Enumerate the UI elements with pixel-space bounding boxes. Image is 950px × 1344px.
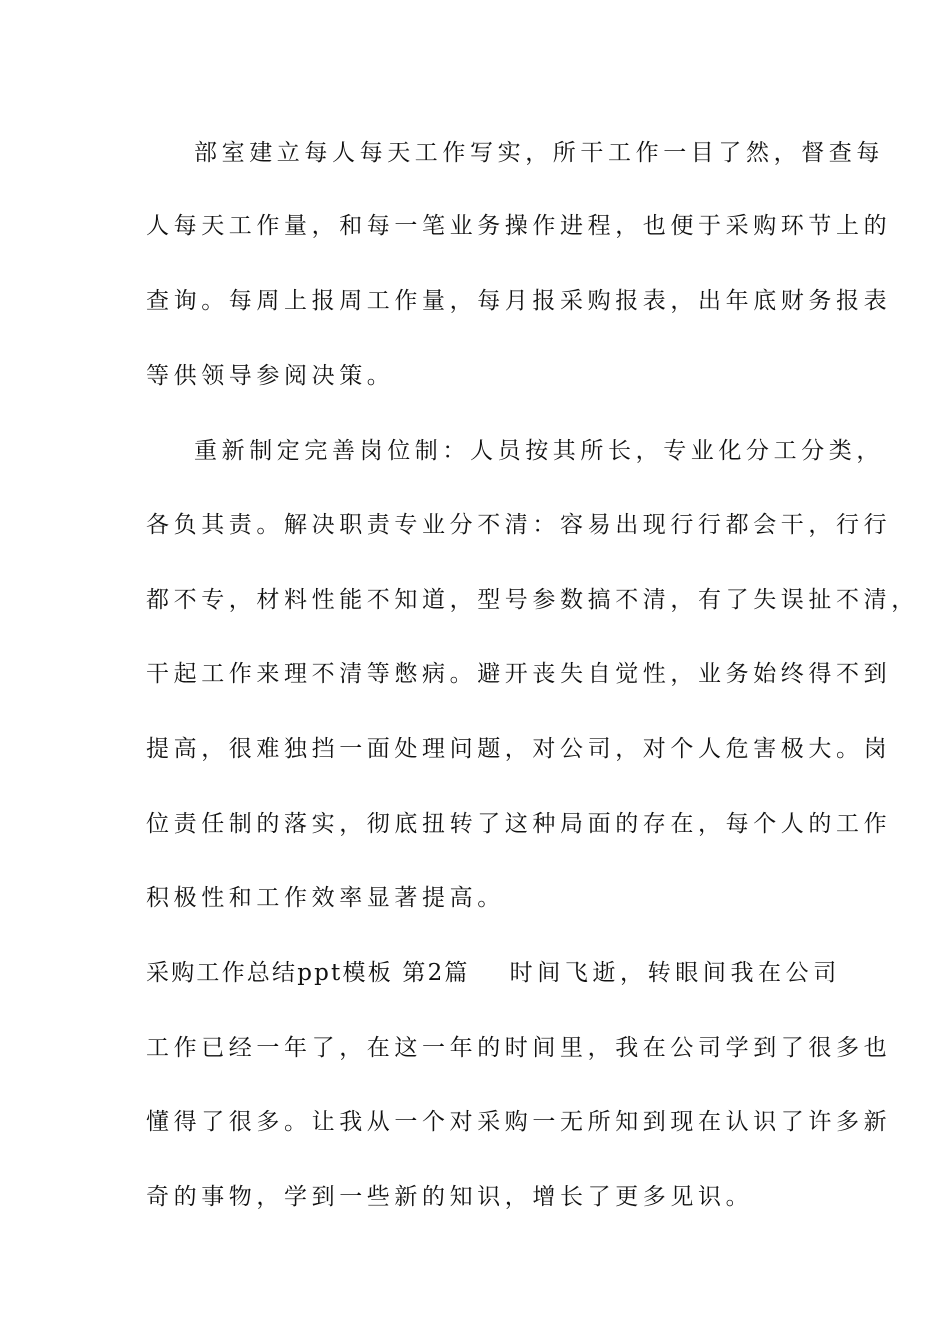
paragraph-1-line-4: 等供领导参阅决策。 (146, 363, 395, 389)
section-line-3: 懂得了很多。让我从一个对采购一无所知到现在认识了许多新 (146, 1109, 892, 1135)
section-heading-row (146, 958, 841, 988)
paragraph-2-line-2: 各负其责。解决职责专业分不清：容易出现行行都会干，行行 (146, 512, 892, 538)
paragraph-1-line-2: 人每天工作量，和每一笔业务操作进程，也便于采购环节上的 (146, 213, 892, 239)
paragraph-1-line-3: 查询。每周上报周工作量，每月报采购报表，出年底财务报表 (146, 288, 892, 314)
paragraph-2-line-5: 提高，很难独挡一面处理问题，对公司，对个人危害极大。岗 (146, 736, 892, 762)
section-heading: 采购工作总结ppt模板 第2篇 (146, 960, 470, 986)
section-line-4: 奇的事物，学到一些新的知识，增长了更多见识。 (146, 1184, 754, 1210)
paragraph-2-line-7: 积极性和工作效率显著提高。 (146, 885, 505, 911)
paragraph-2-line-4: 干起工作来理不清等憋病。避开丧失自觉性，业务始终得不到 (146, 661, 892, 687)
paragraph-2-line-1: 重新制定完善岗位制：人员按其所长，专业化分工分类， (194, 438, 884, 464)
paragraph-2-line-6: 位责任制的落实，彻底扭转了这种局面的存在，每个人的工作 (146, 811, 892, 837)
section-line-1: 时间飞逝，转眼间我在公司 (509, 960, 841, 986)
section-line-2: 工作已经一年了，在这一年的时间里，我在公司学到了很多也 (146, 1035, 892, 1061)
paragraph-2-line-3: 都不专，材料性能不知道，型号参数搞不清，有了失误扯不清， (146, 587, 919, 613)
paragraph-1-line-1: 部室建立每人每天工作写实，所干工作一目了然，督查每 (194, 140, 884, 166)
